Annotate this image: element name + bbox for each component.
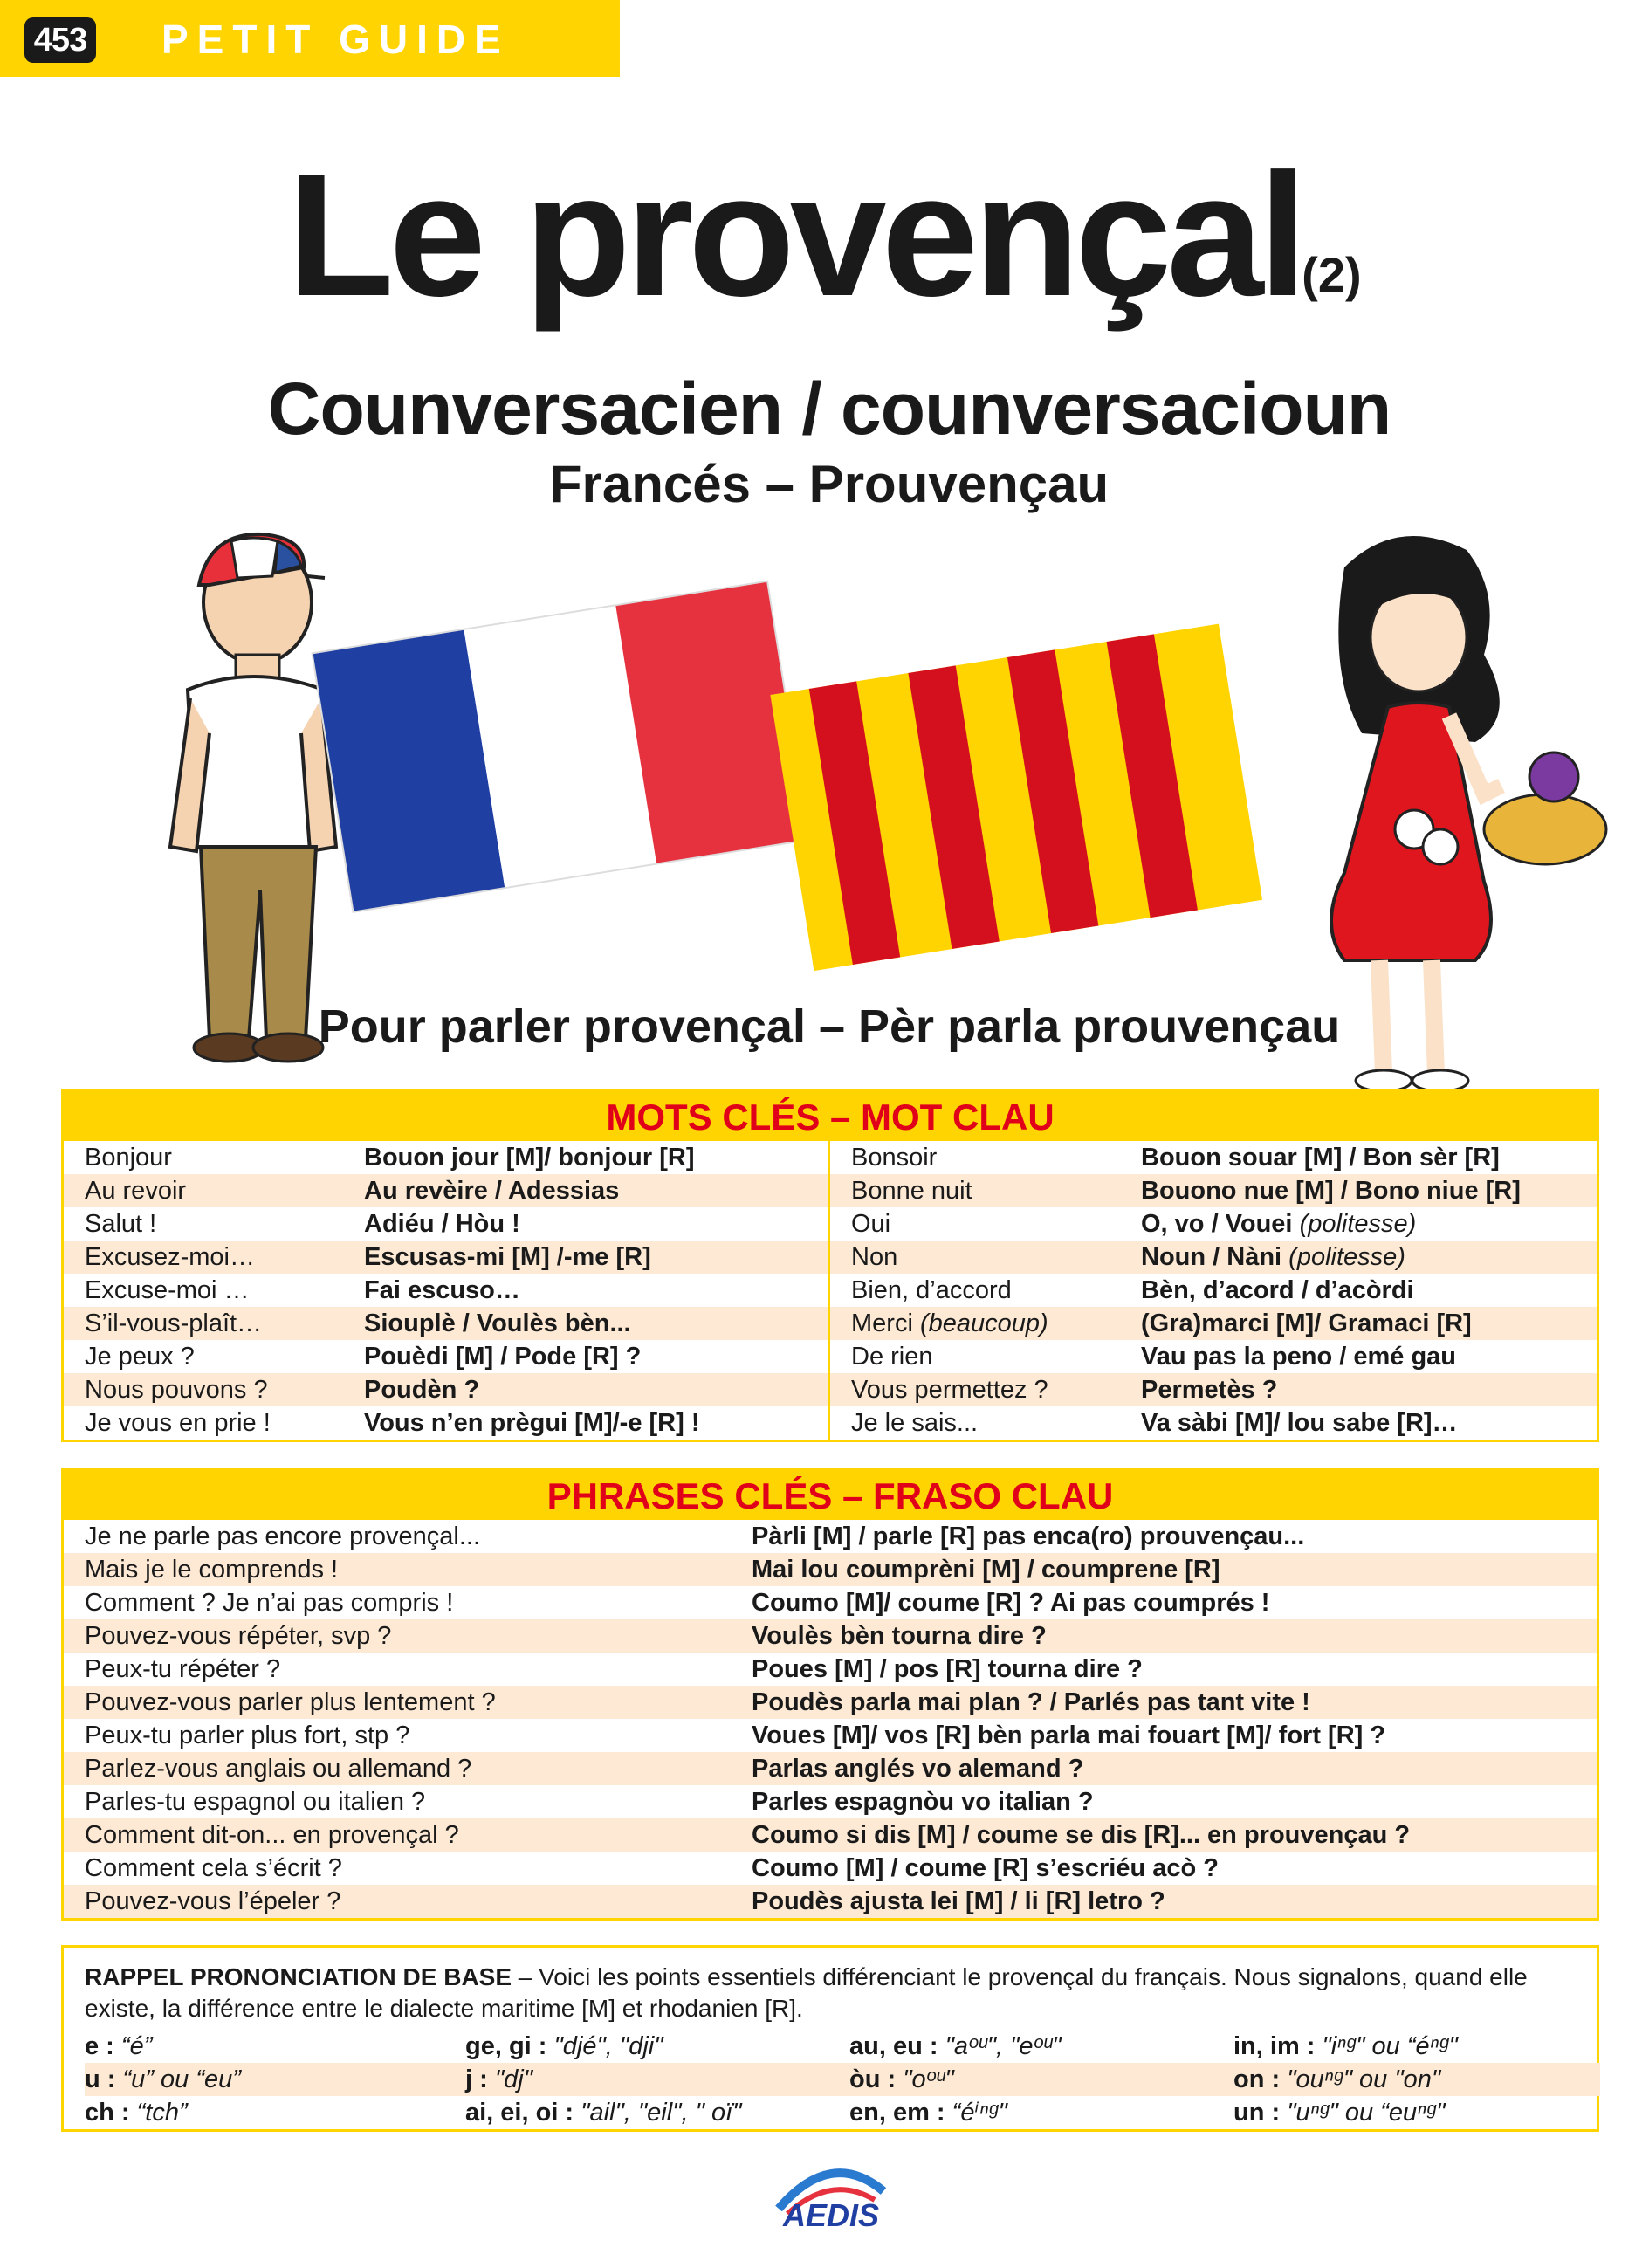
provencal-word xyxy=(1120,1340,1597,1373)
provencal-word: Adiéu / Hòu ! xyxy=(364,1210,520,1238)
pronunciation-key: en, em : xyxy=(849,2099,952,2127)
french-word-text: Bonne nuit xyxy=(851,1177,972,1205)
french-phrase: Comment cela s’écrit ? xyxy=(85,1854,342,1882)
provencal-word xyxy=(1120,1373,1597,1406)
french-word-text: De rien xyxy=(851,1343,933,1371)
french-word-text: Oui xyxy=(851,1210,891,1238)
provencal-word xyxy=(1120,1406,1597,1440)
table-row xyxy=(64,1619,1597,1653)
provencal-word xyxy=(1120,1307,1597,1340)
pronunciation-value: "ail", "eil", " oï" xyxy=(581,2099,742,2127)
issue-number: 453 xyxy=(24,17,96,63)
french-word-text: Non xyxy=(851,1243,898,1271)
table-row xyxy=(64,1373,1597,1406)
table-row xyxy=(64,1406,1597,1440)
provencal-phrase: Pàrli [M] / parle [R] pas enca(ro) prouvençau... xyxy=(752,1522,1305,1550)
pronunciation-value: "uⁿᵍ" ou “euⁿᵍ" xyxy=(1287,2099,1446,2127)
provencal-word-text: Vau pas la peno / emé gau xyxy=(1141,1343,1457,1371)
provencal-word-text: Bèn, d’acord / d’acòrdi xyxy=(1141,1276,1414,1304)
pronunciation-key: un : xyxy=(1233,2099,1288,2127)
french-word-text: Merci xyxy=(851,1309,920,1337)
provencal-word-text: (Gra)marci [M]/ Gramaci [R] xyxy=(1141,1309,1472,1337)
pronunciation-entry xyxy=(849,2063,1233,2096)
pronunciation-heading: RAPPEL PRONONCIATION DE BASE xyxy=(85,1963,512,1990)
french-word: Je vous en prie ! xyxy=(85,1409,271,1437)
provencal-phrase: Poudès ajusta lei [M] / li [R] letro ? xyxy=(752,1887,1165,1915)
table-row xyxy=(64,1340,1597,1373)
provencal-word xyxy=(1120,1141,1597,1174)
french-phrase: Je ne parle pas encore provençal... xyxy=(85,1522,480,1550)
provencal-word: Escusas-mi [M] /-me [R] xyxy=(364,1243,651,1271)
table-row xyxy=(64,1141,1597,1174)
table-row xyxy=(64,1241,1597,1274)
pronunciation-value: “éⁱⁿᵍ" xyxy=(952,2099,1007,2127)
french-word xyxy=(828,1307,1120,1340)
table-row xyxy=(64,1174,1597,1207)
table-row xyxy=(64,1686,1597,1719)
pronunciation-entry xyxy=(85,2063,465,2096)
pronunciation-entry xyxy=(85,2096,465,2129)
table-row xyxy=(64,1653,1597,1686)
table-row xyxy=(64,1553,1597,1586)
french-word-text: Je le sais... xyxy=(851,1409,979,1437)
french-word: S’il-vous-plaît… xyxy=(85,1309,263,1337)
languages-line: Francés – Prouvençau xyxy=(549,455,1110,513)
key-phrases-heading: PHRASES CLÉS – FRASO CLAU xyxy=(64,1471,1597,1520)
table-row xyxy=(64,1719,1597,1752)
table-row xyxy=(64,1586,1597,1619)
pronunciation-entry xyxy=(465,2063,849,2096)
provencal-word-text: O, vo / Vouei xyxy=(1141,1210,1300,1238)
title-main: Le provençal xyxy=(287,138,1302,333)
pronunciation-panel xyxy=(61,1945,1599,2132)
table-row xyxy=(64,1818,1597,1852)
table-row xyxy=(64,1885,1597,1918)
pronunciation-key: ge, gi : xyxy=(465,2032,554,2060)
provencal-word-note: (politesse) xyxy=(1299,1210,1417,1238)
french-word xyxy=(828,1174,1120,1207)
publisher-logo xyxy=(761,2156,901,2235)
table-row xyxy=(64,1520,1597,1553)
french-phrase: Pouvez-vous répéter, svp ? xyxy=(85,1622,392,1650)
provencal-phrase: Poudès parla mai plan ? / Parlés pas tant vite ! xyxy=(752,1688,1310,1716)
provencal-word-note: (politesse) xyxy=(1288,1243,1405,1271)
french-flag xyxy=(313,581,808,912)
french-word xyxy=(828,1274,1120,1307)
provencal-phrase: Poues [M] / pos [R] tourna dire ? xyxy=(752,1655,1143,1683)
pronunciation-key: in, im : xyxy=(1233,2032,1323,2060)
french-word-note: (beaucoup) xyxy=(919,1309,1048,1337)
pronunciation-value: "djé", "dji" xyxy=(553,2032,663,2060)
provencal-word xyxy=(1120,1207,1597,1241)
provencal-word: Pouèdi [M] / Pode [R] ? xyxy=(364,1343,642,1371)
pronunciation-key: au, eu : xyxy=(849,2032,945,2060)
provence-flag xyxy=(770,624,1262,971)
svg-text:AEDIS: AEDIS xyxy=(782,2197,880,2233)
provencal-word: Fai escuso… xyxy=(364,1276,520,1304)
provencal-word: Poudèn ? xyxy=(364,1376,480,1404)
french-word: Excuse-moi … xyxy=(85,1276,250,1304)
pronunciation-entry xyxy=(849,2030,1233,2063)
pronunciation-value: "aᵒᵘ", "eᵒᵘ" xyxy=(945,2032,1062,2060)
key-phrases-table xyxy=(64,1520,1597,1918)
french-word: Bonjour xyxy=(85,1144,172,1172)
pronunciation-entry xyxy=(465,2096,849,2129)
provencal-word xyxy=(1120,1241,1597,1274)
provencal-phrase: Coumo si dis [M] / coume se dis [R]... en prouvençau ? xyxy=(752,1821,1411,1849)
pronunciation-value: “é” xyxy=(120,2032,153,2060)
table-row xyxy=(64,1852,1597,1885)
french-word: Au revoir xyxy=(85,1177,187,1205)
french-word xyxy=(828,1406,1120,1440)
provencal-phrase: Parlas anglés vo alemand ? xyxy=(752,1755,1084,1783)
table-row xyxy=(64,1207,1597,1241)
provencal-word: Au revèire / Adessias xyxy=(364,1177,620,1205)
provencal-phrase: Voues [M]/ vos [R] bèn parla mai fouart [M]/ fort [R] ? xyxy=(752,1722,1386,1749)
french-word-text: Bonsoir xyxy=(851,1144,938,1172)
pronunciation-value: "oᵒᵘ" xyxy=(903,2065,954,2093)
french-phrase: Parles-tu espagnol ou italien ? xyxy=(85,1788,426,1816)
pronunciation-entry xyxy=(849,2096,1233,2129)
provencal-phrase: Parles espagnòu vo italian ? xyxy=(752,1788,1094,1816)
key-words-heading: MOTS CLÉS – MOT CLAU xyxy=(64,1092,1597,1141)
french-word: Nous pouvons ? xyxy=(85,1376,268,1404)
french-word xyxy=(828,1340,1120,1373)
key-words-panel xyxy=(61,1089,1599,1442)
pronunciation-grid xyxy=(85,2030,1576,2129)
provencal-phrase: Coumo [M] / coume [R] s’escriéu acò ? xyxy=(752,1854,1219,1882)
pronunciation-value: "dj" xyxy=(494,2065,533,2093)
provencal-word: Siouplè / Voulès bèn... xyxy=(364,1309,631,1337)
french-word: Excusez-moi… xyxy=(85,1243,255,1271)
pronunciation-entry xyxy=(1233,2096,1600,2129)
french-word xyxy=(828,1373,1120,1406)
tagline: Pour parler provençal – Pèr parla prouvençau xyxy=(318,1000,1341,1053)
french-phrase: Peux-tu parler plus fort, stp ? xyxy=(85,1722,410,1749)
pronunciation-entry xyxy=(85,2030,465,2063)
pronunciation-key: ai, ei, oi : xyxy=(465,2099,581,2127)
boy-character xyxy=(170,534,336,1062)
french-phrase: Pouvez-vous l’épeler ? xyxy=(85,1887,341,1915)
provencal-word-text: Bouono nue [M] / Bono niue [R] xyxy=(1141,1177,1521,1205)
french-word xyxy=(828,1207,1120,1241)
french-phrase: Comment ? Je n’ai pas compris ! xyxy=(85,1589,454,1617)
top-banner xyxy=(0,0,620,77)
pronunciation-text: – Voici les points essentiels différenciant le provençal du français. Nous signalons, quand elle existe, la différence entre le dialecte maritime [M] et rhodanien [R]. xyxy=(85,1963,1528,2022)
table-row xyxy=(64,1752,1597,1785)
french-phrase: Mais je le comprends ! xyxy=(85,1556,339,1584)
provencal-word-text: Bouon souar [M] / Bon sèr [R] xyxy=(1141,1144,1500,1172)
pronunciation-key: on : xyxy=(1233,2065,1288,2093)
pronunciation-entry xyxy=(465,2030,849,2063)
title-suffix: (2) xyxy=(1302,247,1362,302)
french-phrase: Pouvez-vous parler plus lentement ? xyxy=(85,1688,496,1716)
provencal-phrase: Voulès bèn tourna dire ? xyxy=(752,1622,1047,1650)
pronunciation-value: "ouⁿᵍ" ou "on" xyxy=(1287,2065,1441,2093)
french-word: Salut ! xyxy=(85,1210,157,1238)
pronunciation-entry xyxy=(1233,2030,1600,2063)
provencal-word: Bouon jour [M]/ bonjour [R] xyxy=(364,1144,695,1172)
provencal-word xyxy=(1120,1274,1597,1307)
provencal-phrase: Coumo [M]/ coume [R] ? Ai pas coumprés ! xyxy=(752,1589,1270,1617)
pronunciation-key: e : xyxy=(85,2032,121,2060)
french-word xyxy=(828,1241,1120,1274)
page-title xyxy=(0,138,1649,333)
page-subtitle: Counversacien / counversacioun xyxy=(267,368,1391,450)
provencal-word-text: Noun / Nàni xyxy=(1141,1243,1289,1271)
pronunciation-key: u : xyxy=(85,2065,123,2093)
provencal-word-text: Permetès ? xyxy=(1141,1376,1278,1404)
french-word-text: Vous permettez ? xyxy=(851,1376,1048,1404)
key-phrases-panel xyxy=(61,1468,1599,1921)
pronunciation-key: ch : xyxy=(85,2099,137,2127)
pronunciation-key: òu : xyxy=(849,2065,904,2093)
series-name: PETIT GUIDE xyxy=(161,17,510,62)
french-phrase: Peux-tu répéter ? xyxy=(85,1655,281,1683)
provencal-word: Vous n’en prègui [M]/-e [R] ! xyxy=(364,1409,700,1437)
table-row xyxy=(64,1307,1597,1340)
french-word xyxy=(828,1141,1120,1174)
french-word: Je peux ? xyxy=(85,1343,195,1371)
pronunciation-entry xyxy=(1233,2063,1600,2096)
provencal-word xyxy=(1120,1174,1597,1207)
provencal-word-text: Va sàbi [M]/ lou sabe [R]… xyxy=(1141,1409,1458,1437)
pronunciation-value: “u” ou “eu” xyxy=(122,2065,241,2093)
key-words-table xyxy=(64,1141,1597,1440)
pronunciation-value: "iⁿᵍ" ou “éⁿᵍ" xyxy=(1322,2032,1458,2060)
french-phrase: Parlez-vous anglais ou allemand ? xyxy=(85,1755,472,1783)
pronunciation-key: j : xyxy=(465,2065,495,2093)
table-row xyxy=(64,1785,1597,1818)
pronunciation-intro xyxy=(85,1962,1576,2024)
french-word-text: Bien, d’accord xyxy=(851,1276,1012,1304)
provencal-phrase: Mai lou coumprèni [M] / coumprene [R] xyxy=(752,1556,1220,1584)
table-row xyxy=(64,1274,1597,1307)
french-phrase: Comment dit-on... en provençal ? xyxy=(85,1821,459,1849)
pronunciation-value: “tch” xyxy=(136,2099,188,2127)
